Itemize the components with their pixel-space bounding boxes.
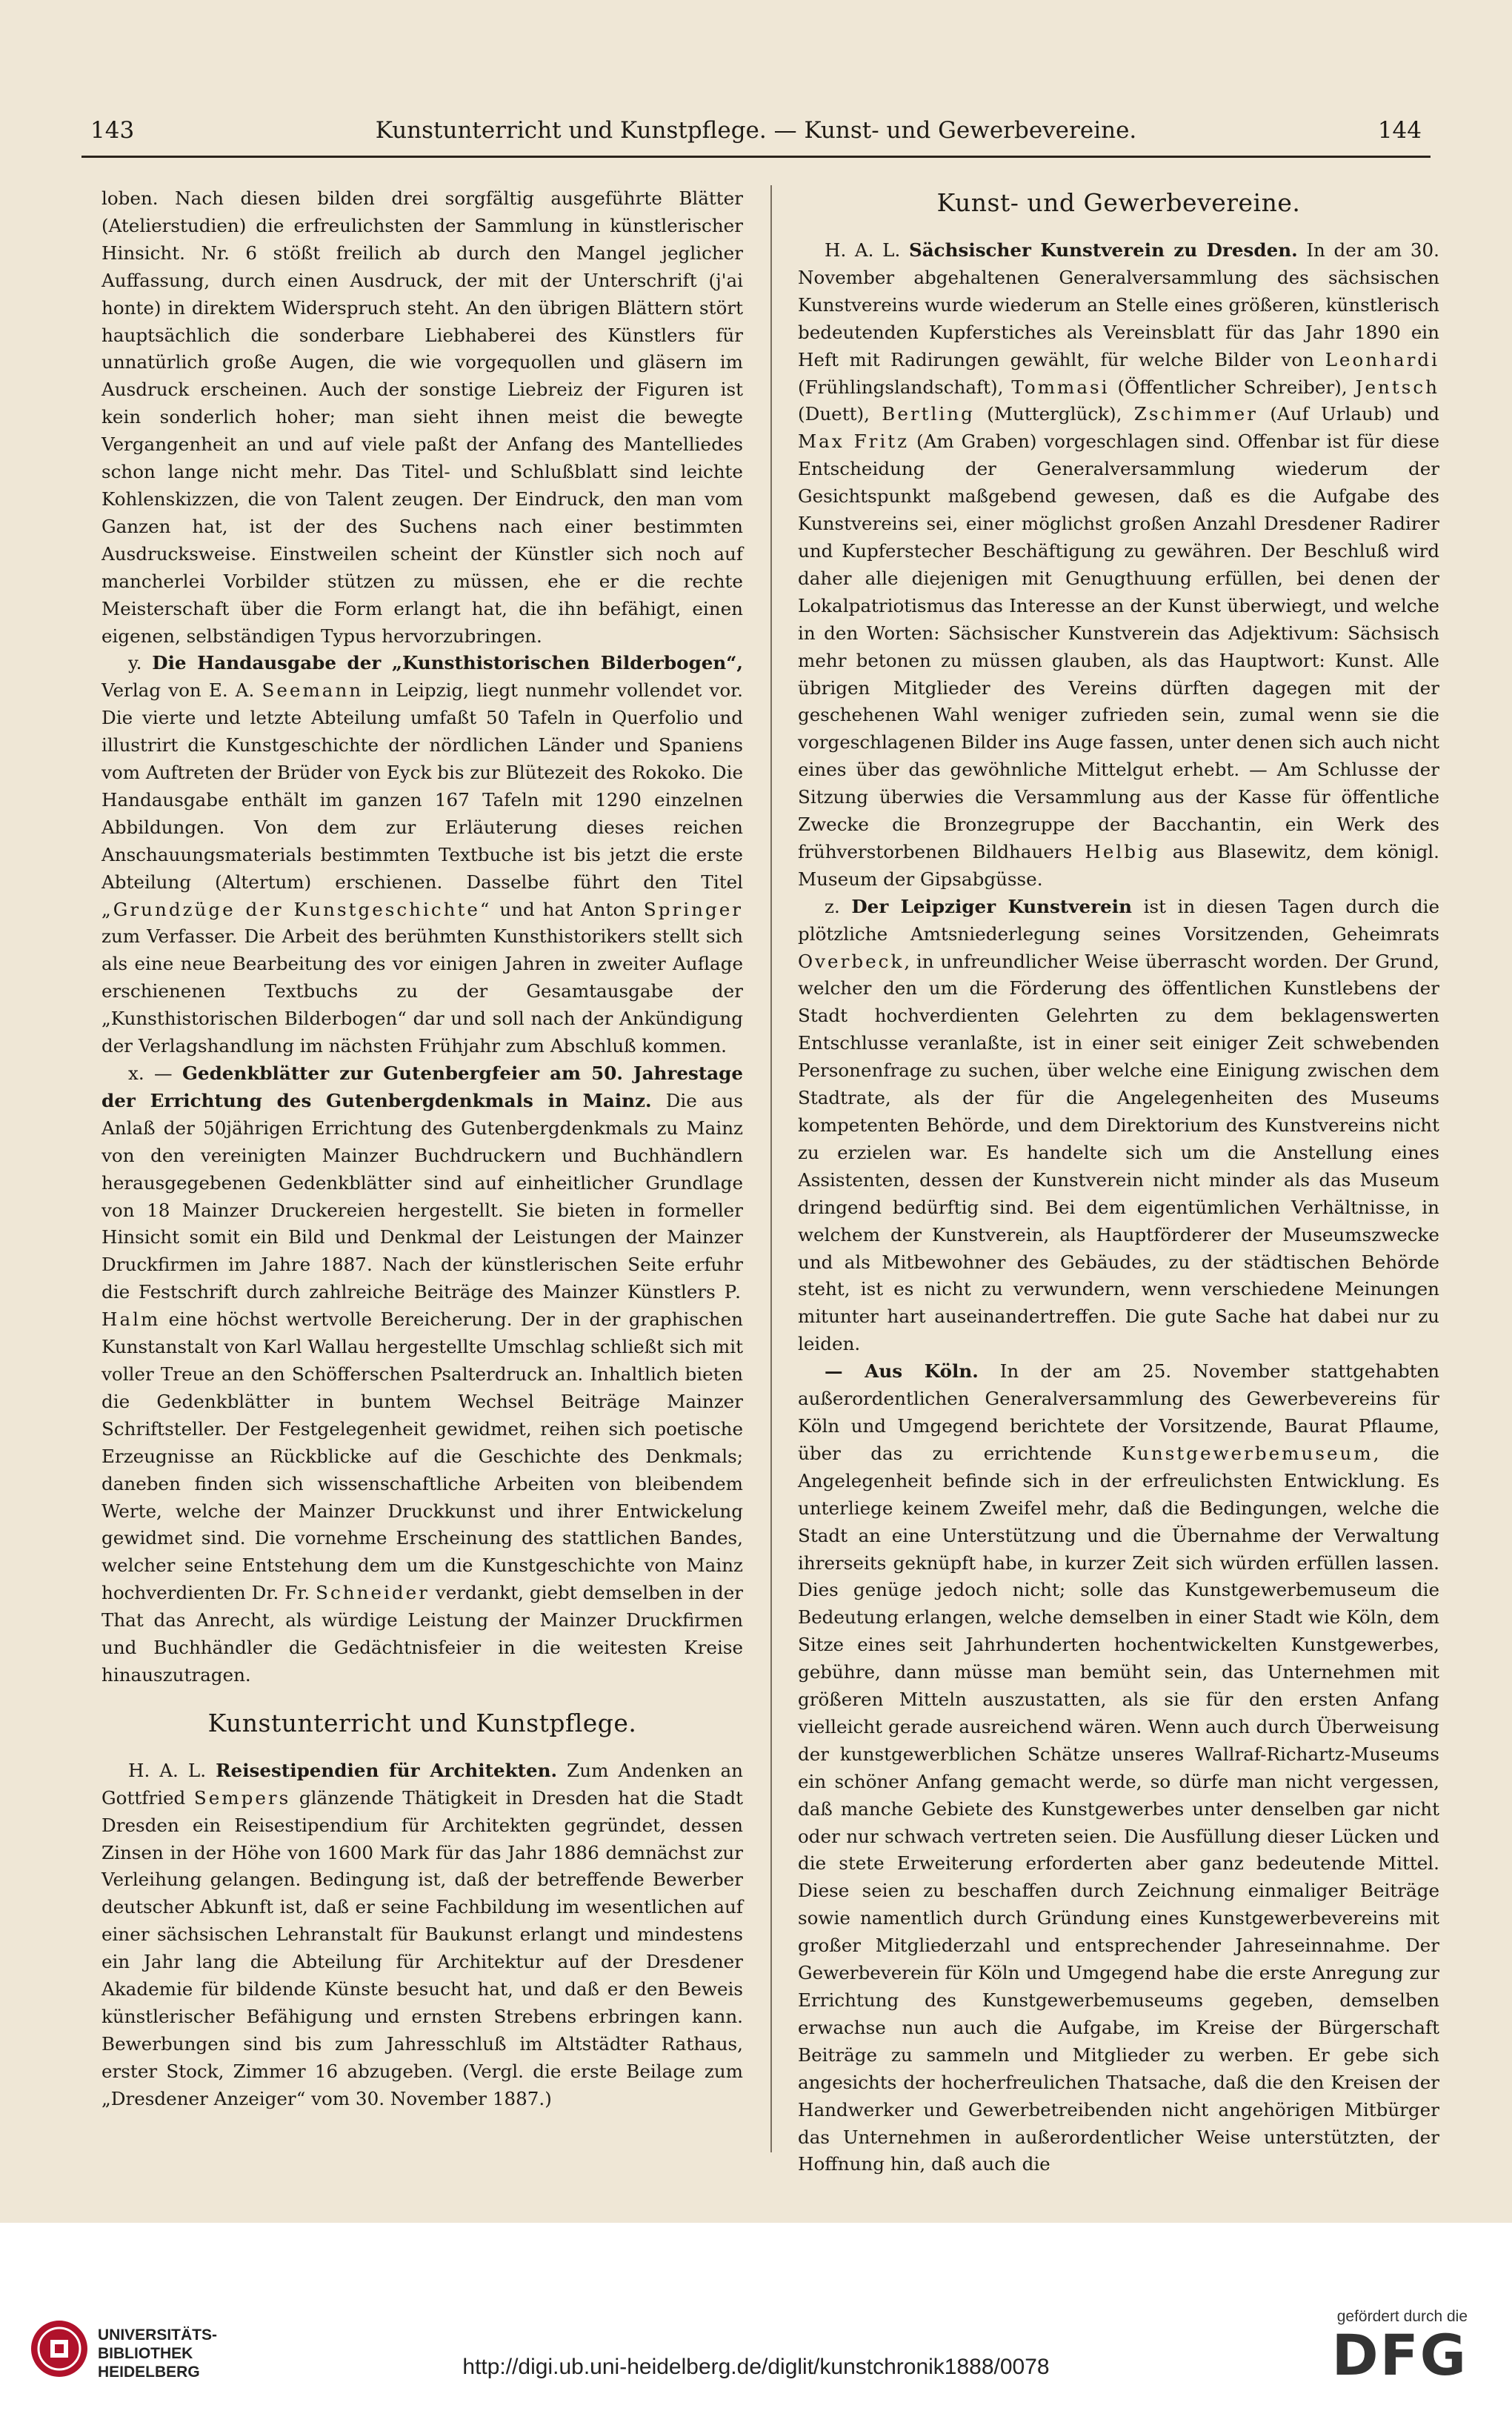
text-run: (Auf Urlaub) und xyxy=(1270,403,1440,425)
book-title: „Grundzüge der Kunstgeschichte“ xyxy=(101,898,492,920)
column-divider xyxy=(770,185,772,2152)
text-run: In der am 25. November stattgehabten außerordentlichen Generalversammlung des Gewerbevereins für Köln und Umgegend berichtete der Vorsitzende, Baurat Pflaume, über das zu errichtende xyxy=(798,1360,1439,1464)
logo-line: UNIVERSITÄTS- xyxy=(98,2326,218,2344)
paragraph-lead: Reisestipendien für Architekten. xyxy=(216,1759,558,1781)
funded-by-label: gefördert durch die xyxy=(1336,2308,1468,2325)
person-name: Max Fritz xyxy=(798,430,910,453)
paragraph-marker: z. xyxy=(825,895,840,917)
person-name: Tommasi xyxy=(1011,376,1110,398)
viewer-footer xyxy=(0,2223,1512,2428)
text-run: In der am 30. November abgehaltenen Generalversammlung des sächsischen Kunstvereins wurde wiederum an Stelle eines größeren, künstlerisch bedeutenden Kupferstiches als Vereinsblatt für das Jahr 1890 ein Heft mit Radirungen gewählt, für welche Bilder von xyxy=(798,239,1439,370)
text-run: (Mutterglück), xyxy=(987,403,1122,425)
text-run: die Angelegenheit befinde sich in der erfreulichsten Entwicklung. Es unterliege keinem Zweifel mehr, daß die Bedingungen, welche die Stadt an eine Unterstützung und die Übernahme der Verwaltung ihrerseits geknüpft habe, in kurzer Zeit sich würden erfüllen lassen. Dies genüge jedoch nicht; solle das Kunstgewerbemuseum die Bedeutung erlangen, welche demselben in einer Stadt wie Köln, dem Sitze eines seit Jahrhunderten hochentwickelten Kunstgewerbes, gebühre, dann müsse man bemüht sein, das Unternehmen mit größeren Mitteln auszustatten, als sie für den ersten Anfang vielleicht gerade ausreichend wären. Wenn auch durch Überweisung der kunstgewerblichen Schätze unseres Wallraf-Richartz-Museums ein schöner Anfang gemacht werde, so dürfe man nicht vergessen, daß manche Gebiete des Kunstgewerbes unter denselben gar nicht oder nur schwach vertreten seien. Die Ausfüllung dieser Lücken und die stete Erweiterung erforderten aber ganz bedeutende Mittel. Diese seien zu beschaffen durch Zeichnung einmaliger Beiträge sowie namentlich durch Gründung eines Kunstgewerbevereins mit großer Mitgliederzahl und entsprechender Jahreseinnahme. Der Gewerbeverein für Köln und Umgegend habe die erste Anregung zur Errichtung des Kunstgewerbemuseums gegeben, demselben erwachse nun auch die Aufgabe, im Kreise der Bürgerschaft Beiträge zu sammeln und Mitglieder zu werben. Er gebe sich angesichts der hocherfreulichen Thatsache, daß die den Kreisen der Handwerker und Gewerbetreibenden nicht angehörigen Mitbürger das Unternehmen in außerordentlicher Weise unterstützten, der Hoffnung hin, daß auch die xyxy=(798,1442,1439,2175)
paragraph-lead: Sächsischer Kunstverein zu Dresden. xyxy=(908,239,1298,261)
text-run: in Leipzig, liegt nunmehr vollendet vor. Die vierte und letzte Abteilung umfaßt 50 Tafeln in Querfolio und illustrirt die Kunstgeschichte der nördlichen Länder und Spaniens vom Auftreten der Brüder von Eyck bis zur Blütezeit des Rokoko. Die Handausgabe enthält im ganzen 167 Tafeln mit 1290 einzelnen Abbildungen. Von dem zur Erläuterung dieses reichen Anschauungsmaterials bestimmten Textbuche ist bis jetzt die erste Abteilung (Altertum) erschienen. Dasselbe führt den Titel xyxy=(101,679,743,893)
person-name: Bertling xyxy=(882,403,975,425)
paragraph-reisestipendien xyxy=(101,1757,743,2113)
running-header xyxy=(81,111,1431,158)
dfg-logo[interactable] xyxy=(1312,2308,1468,2404)
text-run: glänzende Thätigkeit in Dresden hat die Stadt Dresden ein Reisestipendium für Architekten gegründet, dessen Zinsen in der Höhe von 1600 Mark für das Jahr 1886 demnächst zur Verleihung gelangen. Bedingung ist, daß der betreffende Bewerber deutscher Abkunft ist, daß er seine Fachbildung im wesentlichen auf einer sächsischen Lehranstalt für Baukunst erlangt und mindestens ein Jahr lang die Abteilung für Architektur auf der Dresdener Akademie für bildende Künste besucht hat, und daß er den Beweis künstlerischer Befähigung und ernsten Strebens erbringen kann. Bewerbungen sind bis zum Jahresschluß im Altstädter Rathaus, erster Stock, Zimmer 16 abzugeben. (Vergl. die erste Beilage zum „Dresdener Anzeiger“ vom 30. November 1887.) xyxy=(101,1786,743,2109)
text-run: Die aus Anlaß der 50jährigen Errichtung des Gutenbergdenkmals zu Mainz von den vereinigten Mainzer Buchdruckern und Buchhändlern herausgegebenen Gedenkblätter sind auf einheitlicher Grundlage von 18 Mainzer Druckereien hergestellt. Sie bieten in formeller Hinsicht somit ein Bild und Denkmal der Leistungen der Mainzer Druckfirmen im Jahre 1887. Nach der künstlerischen Seite erfuhr die Festschrift durch zahlreiche Beiträge des Mainzer Künstlers xyxy=(101,1089,743,1303)
paragraph-koeln xyxy=(798,1358,1439,2178)
text-run: zum Verfasser. Die Arbeit des berühmten Kunsthistorikers stellt sich als eine neue Bearbeitung des vor einigen Jahren in zweiter Auflage erschienenen Textbuchs zu der Gesamtausgabe der „Kunsthistorischen Bilderbogen“ dar und soll nach der Ankündigung der Verlagshandlung im nächsten Frühjahr zum Abschluß kommen. xyxy=(101,925,743,1057)
paragraph-marker: H. A. L. xyxy=(825,239,901,261)
person-name: Leonhardi xyxy=(1325,348,1439,370)
logo-line: HEIDELBERG xyxy=(98,2364,200,2381)
paragraph-marker: H. A. L. xyxy=(128,1759,207,1781)
paragraph-marker: x. — xyxy=(128,1062,173,1084)
emphasized-term: Kunstgewerbemuseum, xyxy=(1122,1442,1382,1464)
paragraph-marker: y. xyxy=(128,652,142,674)
logo-line: BIBLIOTHEK xyxy=(98,2345,193,2362)
paragraph-leipzig-kunstverein xyxy=(798,894,1439,1358)
person-name: Jentsch xyxy=(1355,376,1439,398)
text-run: und hat Anton xyxy=(499,898,636,920)
text-run: aus Blasewitz, dem königl. Museum der Gipsabgüsse. xyxy=(798,840,1439,890)
text-run: Verlag von E. A. xyxy=(101,679,255,702)
paragraph-lead: Gedenkblätter zur Gutenbergfeier am 50. Jahrestage der Errichtung des Gutenbergdenkmals in Mainz. xyxy=(101,1062,743,1111)
text-run: , in unfreundlicher Weise überrascht worden. Der Grund, welcher den um die Förderung des öffentlichen Kunstlebens der Stadt hochverdienten Gelehrten zu dem beklagenswerten Entschlusse veranlaßte, ist in einer seit einiger Zeit schwebenden Personenfrage zu suchen, über welche eine Einigung zwischen dem Stadtrate, als der für die Angelegenheiten des Museums kompetenten Behörde, und dem Direktorium des Kunstvereins nicht zu erzielen war. Es handelte sich um die Anstellung eines Assistenten, dessen der Kunstverein nicht minder als das Museum dringend bedürftig sind. Bei dem eigentümlichen Verhältnisse, in welchem der Kunstverein, als Hauptförderer der Museumszwecke und als Mitbewohner des Gebäudes, zu der städtischen Behörde steht, ist es nicht zu verwundern, wenn verschiedene Meinungen mitunter hart auseinandertreffen. Die gute Sache hat dabei nur zu leiden. xyxy=(798,950,1439,1355)
paragraph-lead: Die Handausgabe der „Kunsthistorischen Bilderbogen“, xyxy=(152,652,743,674)
text-run: (Duett), xyxy=(798,403,870,425)
page-number-left: 143 xyxy=(90,117,135,144)
text-run: (Am Graben) vorgeschlagen sind. Offenbar ist für diese Entscheidung der Generalversammlung wiederum der Gesichtspunkt maßgebend gewesen, daß es die Aufgabe des Kunstvereins sei, einer möglichst großen Anzahl Dresdener Radirer und Kupferstecher Beschäftigung zu gewähren. Der Beschluß wird daher alle diejenigen mit Genugthuung erfüllen, bei denen der Lokalpatriotismus das Interesse an der Kunst überwiegt, und welche in den Worten: Sächsischer Kunstverein das Adjektivum: Sächsisch mehr betonen zu müssen glauben, als das Hauptwort: Kunst. Alle übrigen Mitglieder des Vereins dürften dagegen mit der geschehenen Wahl weniger zufrieden sein, zumal wenn sie die vorgeschlagenen Bilder ins Auge fassen, unter denen sich auch nicht eines über das gewöhnliche Mittelgut erhebt. — Am Schlusse der Sitzung überwies die Versammlung aus der Kasse für öffentliche Zwecke die Bronzegruppe der Bacchantin, ein Werk des frühverstorbenen Bildhauers xyxy=(798,430,1439,862)
person-name: Schneider xyxy=(316,1582,430,1604)
paragraph-bilderbogen xyxy=(101,650,743,1060)
paragraph-atelier-studies: loben. Nach diesen bilden drei sorgfältig ausgeführte Blätter (Atelierstudien) die erfreulichsten der Sammlung in künstlerischer Hinsicht. Nr. 6 stößt freilich ab durch den Mangel jeglicher Auffassung, durch einen Ausdruck, der mit der Unterschrift (j'ai honte) in direktem Widerspruch steht. An den übrigen Blättern stört hauptsächlich die sonderbare Liebhaberei des Künstlers für unnatürlich große Augen, die wie vorgequollen und gläsern im Ausdruck erscheinen. Auch der sonstige Liebreiz der Figuren ist kein sonderlich hoher; man sieht ihnen meist die bewegte Vergangenheit an und auf viele paßt der Anfang des Mantelliedes schon lange nicht mehr. Das Titel- und Schlußblatt sind leichte Kohlenskizzen, die von Talent zeugen. Der Eindruck, den man vom Ganzen hat, ist der des Suchens nach einer bestimmten Ausdrucksweise. Einstweilen scheint der Künstler sich noch auf mancherlei Vorbilder stützen zu müssen, ehe er die rechte Meisterschaft über die Form erlangt hat, die ihn befähigt, einen eigenen, selbständigen Typus hervorzubringen. xyxy=(101,187,743,647)
permalink-url[interactable]: http://digi.ub.uni-heidelberg.de/diglit/kunstchronik1888/0078 xyxy=(462,2355,1050,2379)
text-run: eine höchst wertvolle Bereicherung. Der in der graphischen Kunstanstalt von Karl Wallau hergestellte Umschlag schließt sich mit voller Treue an den Schöfferschen Psalterdruck an. Inhaltlich bieten die Gedenkblätter in buntem Wechsel Beiträge Mainzer Schriftsteller. Der Festgelegenheit gewidmet, reihen sich poetische Erzeugnisse an Rückblicke auf die Geschichte des Denkmals; daneben finden sich wissenschaftliche Arbeiten von bleibendem Werte, welche der Mainzer Druckkunst und ihrer Entwickelung gewidmet sind. Die vornehme Erscheinung des stattlichen Bandes, welcher seine Entstehung dem um die Kunstgeschichte von Mainz hochverdienten Dr. Fr. xyxy=(101,1308,744,1604)
running-title: Kunstunterricht und Kunstpflege. — Kunst- und Gewerbevereine. xyxy=(375,117,1137,144)
page-number-right: 144 xyxy=(1377,117,1422,144)
text-run: ist in diesen Tagen durch die plötzliche Amtsniederlegung seines Vorsitzenden, Geheimrats xyxy=(798,895,1440,945)
left-column xyxy=(101,185,743,2160)
text-run: Zum Andenken an Gottfried xyxy=(101,1759,743,1809)
paragraph-marker: — Aus Köln. xyxy=(825,1360,979,1383)
paragraph-dresden-kunstverein xyxy=(798,237,1439,894)
paragraph-lead: Der Leipziger Kunstverein xyxy=(851,895,1133,917)
section-heading-kunstunterricht: Kunstunterricht und Kunstpflege. xyxy=(207,1708,637,1737)
section-heading-gewerbevereine: Kunst- und Gewerbevereine. xyxy=(936,188,1301,217)
person-name: Springer xyxy=(643,898,744,920)
person-name: Zschimmer xyxy=(1133,403,1258,425)
person-name: P. Halm xyxy=(101,1281,743,1331)
dfg-wordmark: DFG xyxy=(1331,2322,1468,2388)
right-column xyxy=(798,185,1440,2175)
person-name: Sempers xyxy=(193,1786,291,1809)
paragraph-gutenberg xyxy=(101,1060,743,1689)
person-name: Seemann xyxy=(262,679,364,702)
text-run: (Frühlingslandschaft), xyxy=(798,376,1004,398)
text-run: verdankt, giebt demselben in der That das Anrecht, als würdige Leistung der Mainzer Druckfirmen und Buchhändler die Gedächtnisfeier in die weitesten Kreise hinauszutragen. xyxy=(101,1582,744,1686)
person-name: Helbig xyxy=(1085,840,1160,862)
person-name: Overbeck xyxy=(798,950,905,972)
text-run: (Öffentlicher Schreiber), xyxy=(1117,376,1348,398)
